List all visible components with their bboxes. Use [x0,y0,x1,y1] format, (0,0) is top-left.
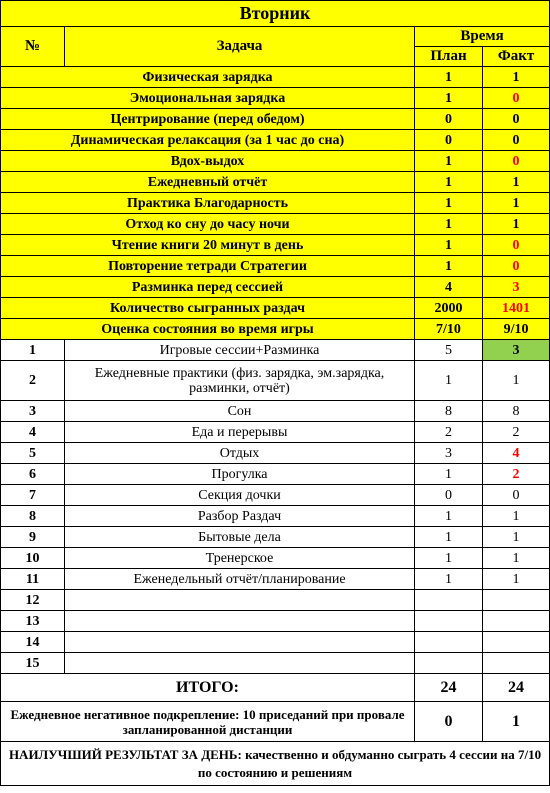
habit-row [1,172,550,193]
habit-task: Разминка перед сессией [1,277,415,298]
habit-plan: 2000 [415,298,483,319]
time-row [1,464,550,485]
habit-row [1,256,550,277]
time-row [1,611,550,632]
habit-task: Практика Благодарность [1,193,415,214]
habit-plan: 1 [415,88,483,109]
time-row [1,569,550,590]
habit-row [1,277,550,298]
row-task: Отдых [65,443,415,464]
habit-task: Ежедневный отчёт [1,172,415,193]
time-row [1,653,550,674]
habit-plan: 0 [415,109,483,130]
row-plan [415,611,483,632]
row-fact: 4 [483,443,550,464]
time-row [1,527,550,548]
row-number: 12 [1,590,65,611]
row-fact: 8 [483,401,550,422]
row-plan [415,632,483,653]
time-row [1,632,550,653]
habit-row [1,193,550,214]
habit-fact: 0 [483,109,550,130]
habit-row [1,67,550,88]
row-fact [483,611,550,632]
row-fact [483,653,550,674]
negative-reinforcement-label: Ежедневное негативное подкрепление: 10 приседаний при провале запланированной дистанции [1,702,415,742]
day-title: Вторник [1,1,550,27]
negative-plan: 0 [415,702,483,742]
time-row [1,340,550,361]
total-plan: 24 [415,674,483,702]
habit-fact: 0 [483,88,550,109]
row-fact [483,632,550,653]
habit-fact: 0 [483,151,550,172]
row-fact: 2 [483,422,550,443]
habit-plan: 7/10 [415,319,483,340]
habit-row [1,88,550,109]
habit-row [1,109,550,130]
row-plan: 0 [415,485,483,506]
best-result-row [1,742,550,786]
time-row [1,506,550,527]
habit-plan: 1 [415,214,483,235]
row-number: 14 [1,632,65,653]
row-number: 4 [1,422,65,443]
habit-plan: 4 [415,277,483,298]
habit-row [1,151,550,172]
row-fact: 0 [483,485,550,506]
habit-fact: 1401 [483,298,550,319]
row-plan: 1 [415,506,483,527]
row-plan: 1 [415,548,483,569]
habit-row [1,319,550,340]
habit-row [1,130,550,151]
row-number: 3 [1,401,65,422]
row-number: 8 [1,506,65,527]
habit-task: Вдох-выдох [1,151,415,172]
time-row [1,401,550,422]
row-task [65,611,415,632]
row-task: Прогулка [65,464,415,485]
negative-fact: 1 [483,702,550,742]
habit-row [1,214,550,235]
row-plan: 1 [415,464,483,485]
habit-fact: 1 [483,172,550,193]
habit-task: Повторение тетради Стратегии [1,256,415,277]
row-plan: 8 [415,401,483,422]
habit-fact: 1 [483,193,550,214]
row-number: 7 [1,485,65,506]
row-number: 15 [1,653,65,674]
habit-task: Чтение книги 20 минут в день [1,235,415,256]
row-plan [415,653,483,674]
row-task: Еда и перерывы [65,422,415,443]
habit-plan: 1 [415,172,483,193]
row-plan: 3 [415,443,483,464]
task-column-header: Задача [65,27,415,67]
row-fact: 1 [483,361,550,401]
row-task: Еженедельный отчёт/планирование [65,569,415,590]
row-plan: 1 [415,361,483,401]
number-column-header: № [1,27,65,67]
row-number: 11 [1,569,65,590]
time-row [1,548,550,569]
habit-task: Физическая зарядка [1,67,415,88]
row-task [65,653,415,674]
row-task: Разбор Раздач [65,506,415,527]
row-task: Секция дочки [65,485,415,506]
row-fact: 1 [483,548,550,569]
habit-row [1,235,550,256]
habit-fact: 3 [483,277,550,298]
row-task: Ежедневные практики (физ. зарядка, эм.зарядка, разминки, отчёт) [65,361,415,401]
habit-task: Эмоциональная зарядка [1,88,415,109]
time-row [1,361,550,401]
total-fact: 24 [483,674,550,702]
row-task [65,632,415,653]
habit-fact: 1 [483,214,550,235]
row-number: 6 [1,464,65,485]
habit-plan: 1 [415,193,483,214]
row-fact: 1 [483,527,550,548]
negative-reinforcement-row [1,702,550,742]
habit-plan: 1 [415,235,483,256]
habit-plan: 1 [415,151,483,172]
time-row [1,443,550,464]
habit-task: Динамическая релаксация (за 1 час до сна) [1,130,415,151]
row-fact: 3 [483,340,550,361]
habit-fact: 9/10 [483,319,550,340]
plan-column-header: План [415,47,483,67]
fact-column-header: Факт [483,47,550,67]
time-row [1,485,550,506]
time-column-header: Время [415,27,550,47]
row-number: 10 [1,548,65,569]
row-task: Тренерское [65,548,415,569]
habit-task: Отход ко сну до часу ночи [1,214,415,235]
habit-row [1,298,550,319]
row-number: 1 [1,340,65,361]
row-plan: 5 [415,340,483,361]
habit-plan: 1 [415,256,483,277]
row-plan [415,590,483,611]
row-fact [483,590,550,611]
row-number: 5 [1,443,65,464]
habit-fact: 1 [483,67,550,88]
habit-plan: 0 [415,130,483,151]
row-plan: 1 [415,569,483,590]
row-fact: 2 [483,464,550,485]
row-fact: 1 [483,569,550,590]
row-task: Игровые сессии+Разминка [65,340,415,361]
total-row [1,674,550,702]
habit-fact: 0 [483,256,550,277]
row-plan: 2 [415,422,483,443]
row-task: Бытовые дела [65,527,415,548]
habit-fact: 0 [483,235,550,256]
time-row [1,590,550,611]
row-task [65,590,415,611]
row-number: 13 [1,611,65,632]
habit-task: Центрирование (перед обедом) [1,109,415,130]
habit-task: Оценка состояния во время игры [1,319,415,340]
row-number: 2 [1,361,65,401]
row-task: Сон [65,401,415,422]
total-label: ИТОГО: [1,674,415,702]
row-number: 9 [1,527,65,548]
habit-task: Количество сыгранных раздач [1,298,415,319]
time-row [1,422,550,443]
habit-plan: 1 [415,67,483,88]
habit-fact: 0 [483,130,550,151]
row-fact: 1 [483,506,550,527]
row-plan: 1 [415,527,483,548]
best-result-text: НАИЛУЧШИЙ РЕЗУЛЬТАТ ЗА ДЕНЬ: качественно и обдуманно сыграть 4 сессии на 7/10 по состоянию и решениям [1,742,550,786]
